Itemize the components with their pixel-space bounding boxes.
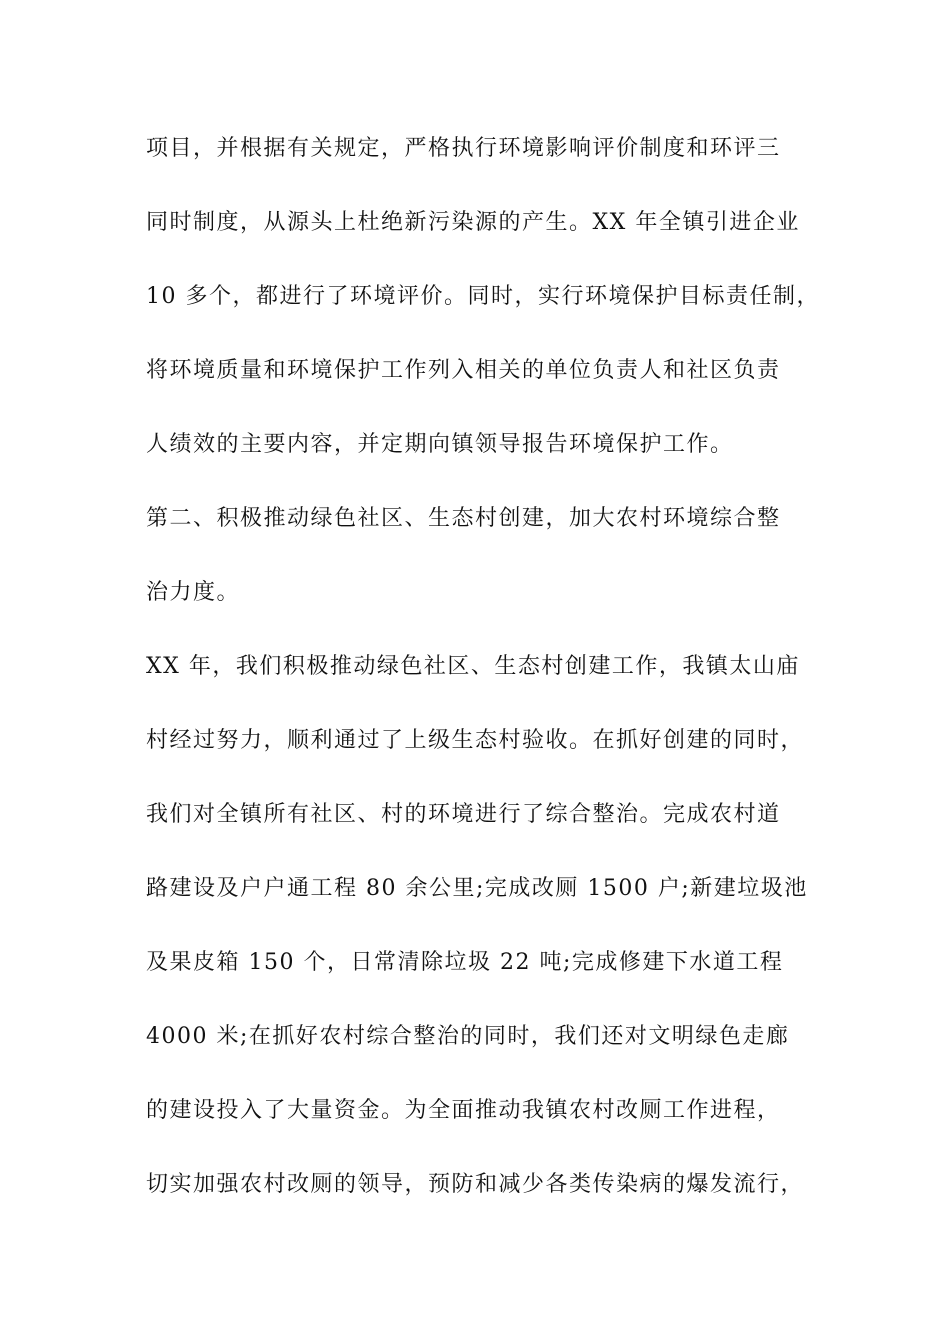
text-line-14: 的建设投入了大量资金。为全面推动我镇农村改厕工作进程，	[146, 1098, 781, 1123]
section-heading-line-2: 治力度。	[146, 580, 241, 605]
text-line-2: 同时制度，从源头上杜绝新污染源的产生。XX 年全镇引进企业	[146, 210, 800, 235]
text-line-5: 人绩效的主要内容，并定期向镇领导报告环境保护工作。	[146, 432, 734, 457]
text-line-1: 项目，并根据有关规定，严格执行环境影响评价制度和环评三	[146, 136, 781, 161]
section-heading-line-1: 第二、积极推动绿色社区、生态村创建，加大农村环境综合整	[146, 506, 781, 531]
text-line-13: 4000 米;在抓好农村综合整治的同时，我们还对文明绿色走廊	[146, 1024, 790, 1049]
text-line-11: 路建设及户户通工程 80 余公里;完成改厕 1500 户;新建垃圾池	[146, 876, 808, 901]
body-text	[146, 127, 826, 1237]
text-line-9: 村经过努力，顺利通过了上级生态村验收。在抓好创建的同时，	[146, 728, 805, 753]
text-line-8: XX 年，我们积极推动绿色社区、生态村创建工作，我镇太山庙	[146, 654, 800, 679]
text-line-15: 切实加强农村改厕的领导，预防和减少各类传染病的爆发流行，	[146, 1172, 805, 1197]
text-line-12: 及果皮箱 150 个，日常清除垃圾 22 吨;完成修建下水道工程	[146, 950, 784, 975]
text-line-3: 10 多个，都进行了环境评价。同时，实行环境保护目标责任制，	[146, 284, 820, 309]
text-line-10: 我们对全镇所有社区、村的环境进行了综合整治。完成农村道	[146, 802, 781, 827]
text-line-4: 将环境质量和环境保护工作列入相关的单位负责人和社区负责	[146, 358, 781, 383]
